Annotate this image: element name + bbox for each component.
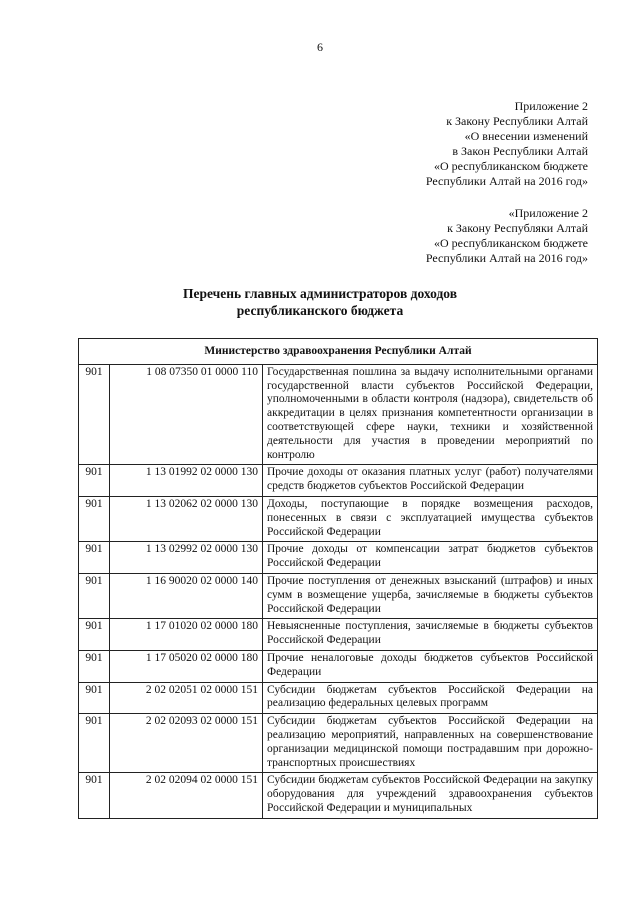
description-cell: Невыясненные поступления, зачисляемые в бюджеты субъектов Российской Федерации bbox=[263, 619, 598, 651]
revenue-code-cell: 1 13 02062 02 0000 130 bbox=[110, 496, 263, 541]
annex-line: Приложение 2 bbox=[514, 99, 588, 113]
table-section-header-row bbox=[79, 339, 598, 365]
annex-line: в Закон Республики Алтай bbox=[452, 144, 588, 158]
table-row bbox=[79, 496, 598, 541]
admin-code-cell: 901 bbox=[79, 542, 110, 574]
admin-code-cell: 901 bbox=[79, 364, 110, 465]
description-cell: Прочие неналоговые доходы бюджетов субъектов Российской Федерации bbox=[263, 650, 598, 682]
revenue-code-cell: 2 02 02051 02 0000 151 bbox=[110, 682, 263, 714]
table-row bbox=[79, 714, 598, 773]
annex-original-heading bbox=[426, 206, 588, 266]
title-line-2: республиканского бюджета bbox=[236, 303, 404, 318]
table-row bbox=[79, 364, 598, 465]
annex-amendment-heading bbox=[426, 99, 588, 189]
annex-line: Республики Алтай на 2016 год» bbox=[425, 251, 588, 265]
description-cell: Прочие поступления от денежных взысканий (штрафов) и иных сумм в возмещение ущерба, зачисляемые в бюджеты субъектов Российской Федерации bbox=[263, 573, 598, 618]
revenue-code-cell: 1 16 90020 02 0000 140 bbox=[110, 573, 263, 618]
annex-line: «О республиканском бюджете bbox=[433, 159, 588, 173]
description-cell: Субсидии бюджетам субъектов Российской Федерации на закупку оборудования для учреждений здравоохранения субъектов Российской Федерации и муниципальных bbox=[263, 773, 598, 818]
annex-line: к Закону Республяки Алтай bbox=[447, 221, 588, 235]
title-line-1: Перечень главных администраторов доходов bbox=[182, 286, 458, 301]
admin-code-cell: 901 bbox=[79, 650, 110, 682]
description-cell: Доходы, поступающие в порядке возмещения расходов, понесенных в связи с эксплуатацией имущества субъектов Российской Федерации bbox=[263, 496, 598, 541]
admin-code-cell: 901 bbox=[79, 496, 110, 541]
table-row bbox=[79, 773, 598, 818]
annex-line: Республики Алтай на 2016 год» bbox=[425, 174, 588, 188]
revenue-code-cell: 1 08 07350 01 0000 110 bbox=[110, 364, 263, 465]
annex-line: «Приложение 2 bbox=[508, 206, 588, 220]
description-cell: Субсидии бюджетам субъектов Российской Федерации на реализацию мероприятий, направленных на совершенствование организации медицинской помощи пострадавшим при дорожно-транспортных происшествиях bbox=[263, 714, 598, 773]
revenue-code-cell: 1 13 01992 02 0000 130 bbox=[110, 465, 263, 497]
description-cell: Прочие доходы от оказания платных услуг (работ) получателями средств бюджетов субъектов Российской Федерации bbox=[263, 465, 598, 497]
admin-code-cell: 901 bbox=[79, 682, 110, 714]
table-row bbox=[79, 542, 598, 574]
table-row bbox=[79, 650, 598, 682]
table-row bbox=[79, 573, 598, 618]
admin-code-cell: 901 bbox=[79, 619, 110, 651]
annex-line: «О республиканском бюджете bbox=[433, 236, 588, 250]
annex-line: «О внесении изменений bbox=[464, 129, 588, 143]
table-row bbox=[79, 682, 598, 714]
table-row bbox=[79, 465, 598, 497]
admin-code-cell: 901 bbox=[79, 714, 110, 773]
document-title bbox=[0, 285, 640, 319]
annex-line: к Закону Республики Алтай bbox=[446, 114, 588, 128]
admin-code-cell: 901 bbox=[79, 773, 110, 818]
section-header: Министерство здравоохранения Республики Алтай bbox=[79, 339, 598, 365]
admin-code-cell: 901 bbox=[79, 573, 110, 618]
table-row bbox=[79, 619, 598, 651]
revenue-code-cell: 1 17 05020 02 0000 180 bbox=[110, 650, 263, 682]
revenue-code-cell: 1 13 02992 02 0000 130 bbox=[110, 542, 263, 574]
revenue-administrators-table bbox=[78, 338, 598, 819]
revenue-code-cell: 1 17 01020 02 0000 180 bbox=[110, 619, 263, 651]
revenue-code-cell: 2 02 02094 02 0000 151 bbox=[110, 773, 263, 818]
description-cell: Государственная пошлина за выдачу исполнительными органами государственной власти субъектов Российской Федерации, уполномоченными в области контроля (надзора), свидетельств об аккредитации в целях признания компетентности организации в соответствующей сфере науки, техники и хозяйственной деятельности для участия в проведении мероприятий по контролю bbox=[263, 364, 598, 465]
admin-code-cell: 901 bbox=[79, 465, 110, 497]
revenue-code-cell: 2 02 02093 02 0000 151 bbox=[110, 714, 263, 773]
description-cell: Прочие доходы от компенсации затрат бюджетов субъектов Российской Федерации bbox=[263, 542, 598, 574]
description-cell: Субсидии бюджетам субъектов Российской Федерации на реализацию федеральных целевых программ bbox=[263, 682, 598, 714]
page-number: 6 bbox=[317, 40, 323, 54]
